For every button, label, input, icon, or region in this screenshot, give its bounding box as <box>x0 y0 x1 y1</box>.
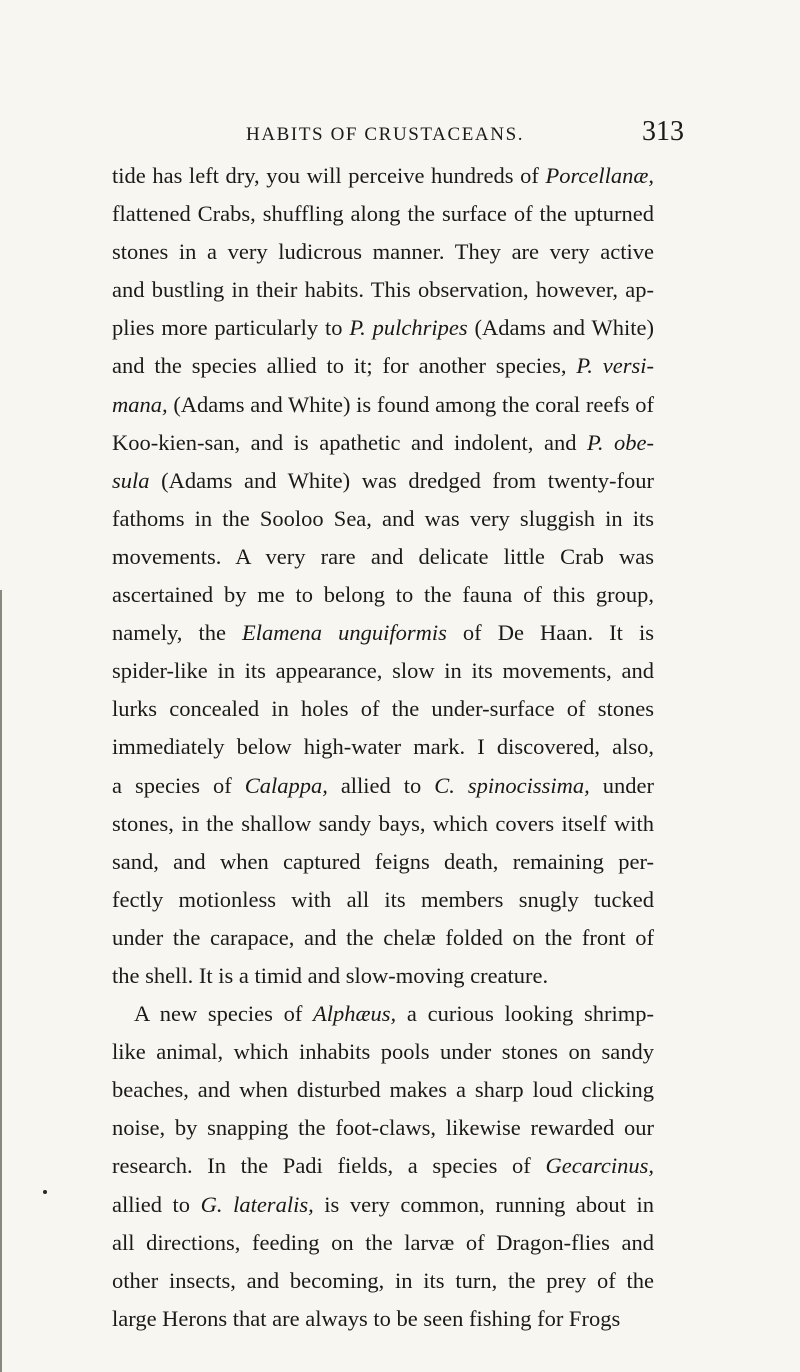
italic-term: Elamena unguiformis <box>242 620 447 646</box>
text-line <box>112 538 654 576</box>
text-line <box>112 652 654 690</box>
text-line <box>112 1033 654 1071</box>
text-line <box>112 157 654 195</box>
text-run: is very common, running about in <box>313 1191 654 1217</box>
text-line <box>112 690 654 728</box>
text-run: (Adams and White) <box>467 315 654 341</box>
text-run: stones, in the shallow sandy bays, which covers itself with <box>112 810 654 836</box>
text-run: and the species allied to it; for another species, <box>112 353 577 379</box>
text-line <box>112 1071 654 1109</box>
text-run: movements. A very rare and delicate little Crab was <box>112 543 654 569</box>
text-run: allied to <box>112 1191 201 1217</box>
text-run: research. In the Padi fields, a species of <box>112 1153 546 1179</box>
text-line <box>112 995 654 1033</box>
italic-term: P. obe- <box>587 429 655 455</box>
italic-term: G. lateralis, <box>200 1191 314 1217</box>
text-run: like animal, which inhabits pools under stones on sandy <box>112 1039 654 1065</box>
text-run: beaches, and when disturbed makes a sharp loud clicking <box>112 1077 654 1103</box>
text-line <box>112 1262 654 1300</box>
text-run: Koo-kien-san, and is apathetic and indolent, and <box>112 429 587 455</box>
text-run: a curious looking shrimp- <box>396 1001 654 1027</box>
text-run: other insects, and becoming, in its turn, the prey of the <box>112 1267 654 1293</box>
text-run: and bustling in their habits. This observation, however, ap- <box>112 277 654 303</box>
text-run: immediately below high-water mark. I discovered, also, <box>112 734 654 760</box>
text-line <box>112 1186 654 1224</box>
italic-term: P. versi- <box>576 353 655 379</box>
italic-term: Calappa, <box>244 772 328 798</box>
text-run: namely, the <box>112 620 243 646</box>
page-edge-shadow <box>0 590 2 1372</box>
text-run: tide has left dry, you will perceive hundreds of <box>112 163 546 188</box>
italic-term: Porcellanæ, <box>545 163 654 188</box>
text-line <box>112 1147 654 1185</box>
italic-term: mana, <box>112 391 168 417</box>
text-line <box>112 881 654 919</box>
text-run: large Herons that are always to be seen fishing for Frogs <box>112 1305 621 1331</box>
text-line <box>112 576 654 614</box>
page-header <box>0 116 800 156</box>
italic-term: Alphæus, <box>313 1001 397 1027</box>
text-run: under <box>589 772 655 798</box>
text-line <box>112 919 654 957</box>
text-line <box>112 462 654 500</box>
body-text <box>112 157 654 1338</box>
text-run: lurks concealed in holes of the under-surface of stones <box>112 696 654 722</box>
text-run: all directions, feeding on the larvæ of Dragon-flies and <box>112 1229 654 1255</box>
print-speck <box>43 1190 47 1194</box>
page-number: 313 <box>642 116 684 147</box>
text-line <box>112 233 654 271</box>
text-line <box>112 1109 654 1147</box>
text-run: plies more particularly to <box>112 315 350 341</box>
text-run: noise, by snapping the foot-claws, likewise rewarded our <box>112 1115 654 1141</box>
text-run: ascertained by me to belong to the fauna of this group, <box>112 582 654 608</box>
text-line <box>112 614 654 652</box>
text-line <box>112 767 654 805</box>
text-run: sand, and when captured feigns death, remaining per- <box>112 848 654 874</box>
text-run: A new species of <box>134 1001 314 1027</box>
running-head: HABITS OF CRUSTACEANS. <box>246 124 525 145</box>
text-run: (Adams and White) was dredged from twenty-four <box>149 467 654 493</box>
text-run: of De Haan. It is <box>446 620 654 646</box>
italic-term: C. spinocissima, <box>434 772 590 798</box>
text-line <box>112 424 654 462</box>
text-line <box>112 386 654 424</box>
text-run: fectly motionless with all its members snugly tucked <box>112 886 654 912</box>
text-line <box>112 309 654 347</box>
text-line <box>112 805 654 843</box>
text-run: fathoms in the Sooloo Sea, and was very sluggish in its <box>112 505 654 531</box>
text-run: allied to <box>327 772 435 798</box>
text-run: (Adams and White) is found among the coral reefs of <box>167 391 654 417</box>
text-run: stones in a very ludicrous manner. They are very active <box>112 239 654 265</box>
text-run: the shell. It is a timid and slow-moving creature. <box>112 962 549 988</box>
italic-term: Gecarcinus, <box>545 1153 654 1179</box>
text-line <box>112 728 654 766</box>
text-line <box>112 1300 654 1338</box>
text-line <box>112 843 654 881</box>
text-run: a species of <box>112 772 245 798</box>
text-run: flattened Crabs, shuffling along the surface of the upturned <box>112 201 654 227</box>
text-line <box>112 957 654 995</box>
text-line <box>112 1224 654 1262</box>
italic-term: sula <box>112 467 150 493</box>
text-line <box>112 271 654 309</box>
italic-term: P. pulchripes <box>349 315 468 341</box>
text-line <box>112 195 654 233</box>
text-line <box>112 347 654 385</box>
text-line <box>112 500 654 538</box>
text-run: spider-like in its appearance, slow in its movements, and <box>112 658 654 684</box>
text-run: under the carapace, and the chelæ folded on the front of <box>112 924 654 950</box>
